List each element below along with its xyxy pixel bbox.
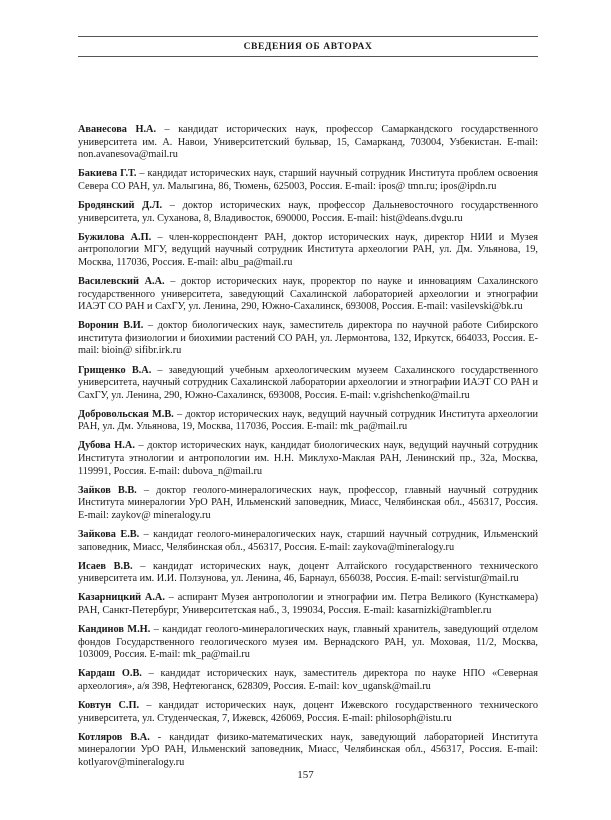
author-details: – доктор исторических наук, профессор Дальневосточного государственного университета, ул. Суханова, 8, Владивосток, 690000, Россия. E-mail: hist@deans.dvgu.ru — [78, 199, 538, 224]
author-entry — [78, 124, 538, 162]
author-name: Ковтун С.П. — [78, 700, 140, 712]
author-details: – доктор исторических наук, проректор по науке и инновациям Сахалинского государственного университета, заведующий Сахалинской лабораторией археологии и этнографии ИАЭТ СО РАН и СахГУ, ул. Ленина, 290, Южно-Сахалинск, 693008, Россия. E-mail: vasilevski@bk.ru — [78, 275, 538, 313]
author-name: Бакиева Г.Т. — [78, 168, 137, 180]
author-details: – аспирант Музея антропологии и этнографии им. Петра Великого (Кунсткамера) РАН, Санкт-Петербург, Университетская наб., 3, 199034, Россия. E-mail: kasarnizki@rambler.ru — [78, 592, 539, 616]
author-details: – кандидат исторических наук, заместитель директора по науке НПО «Северная археология», а/я 398, Нефтеюганск, 628309, Россия. E-mail: kov_ugansk@mail.ru — [78, 668, 538, 692]
author-entry — [78, 732, 538, 770]
author-entry — [78, 529, 538, 554]
author-details: – доктор исторических наук, кандидат биологических наук, ведущий научный сотрудник Института этнологии и антропологии им. Н.Н. Миклухо-Маклая РАН, Ленинский пр., 32а, Москва, 119991, Россия. E-mail: dubova_n@mail.ru — [78, 440, 538, 477]
section-header: СВЕДЕНИЯ ОБ АВТОРАХ — [78, 36, 538, 57]
author-entry — [78, 365, 538, 403]
author-name: Бужилова А.П. — [78, 231, 152, 243]
author-name: Кардаш О.В. — [78, 668, 142, 680]
author-name: Воронин В.И. — [78, 320, 144, 332]
author-entry — [78, 592, 538, 617]
author-details: – доктор геолого-минералогических наук, профессор, главный научный сотрудник Института минералогии УрО РАН, Ильменский заповедник, Миасс, Челябинская обл., 456317, Россия. E-mail: zaykov@ mineralogy.ru — [78, 484, 538, 521]
author-details: – доктор исторических наук, ведущий научный сотрудник Института археологии РАН, ул. Дм. Ульянова, 19, Москва, 117036, Россия. E-mail: mk_pa@mail.ru — [78, 408, 539, 433]
author-name: Добровольская М.В. — [78, 408, 174, 420]
author-entry — [78, 668, 538, 693]
author-entry — [78, 276, 538, 314]
author-name: Исаев В.В. — [78, 560, 133, 572]
author-name: Казарницкий А.А. — [78, 592, 165, 604]
author-details: - кандидат физико-математических наук, заведующий лабораторией Института минералогии УрО РАН, Ильменский заповедник, Миасс, Челябинская обл., 456317, Россия. E-mail: kotlyarov@mineralogy.ru — [78, 731, 538, 768]
author-details: – кандидат геолого-минералогических наук, главный хранитель, заведующий отделом фондов Государственного геологического музея им. Вернадского РАН, ул. Моховая, 11/2, Москва, 103009, Россия. E-mail: mk_pa@mail.ru — [78, 624, 539, 661]
author-name: Василевский А.А. — [78, 275, 165, 287]
author-details: – кандидат исторических наук, старший научный сотрудник Института проблем освоения Севера СО РАН, ул. Малыгина, 86, Тюмень, 625003, Россия. E-mail: ipos@ tmn.ru; ipos@ipdn.ru — [78, 168, 539, 192]
author-details: – член-корреспондент РАН, доктор исторических наук, директор НИИ и Музея антропологии МГУ, ведущий научный сотрудник Института археологии РАН, ул. Дм. Ульянова, 19, Москва, 117036, Россия. E-mail: albu_pa@mail.ru — [78, 231, 538, 268]
author-name: Аванесова Н.А. — [78, 124, 157, 135]
author-details: – кандидат геолого-минералогических наук, старший научный сотрудник, Ильменский заповедник, Миасс, Челябинская обл., 456317, Россия. E-mail: zaykova@mineralogy.ru — [78, 529, 538, 553]
author-details: – кандидат исторических наук, профессор Самаркандского государственного университета им. А. Навои, Университетский бульвар, 15, Самарканд, 703004, Узбекистан. E-mail: non.avanesova@mail.ru — [78, 124, 538, 161]
author-entry — [78, 624, 538, 662]
author-entry — [78, 561, 538, 586]
author-details: – доктор биологических наук, заместитель директора по научной работе Сибирского института физиологии и биохимии растений СО РАН, ул. Лермонтова, 132, Иркутск, 664033, Россия. E-mail: bioin@ sifibr.irk.ru — [78, 320, 538, 357]
page-number: 157 — [297, 769, 314, 781]
author-entry — [78, 232, 538, 270]
author-name: Зайков В.В. — [78, 484, 137, 496]
author-name: Грищенко В.А. — [78, 364, 152, 376]
author-entry — [78, 320, 538, 358]
author-name: Дубова Н.А. — [78, 440, 135, 452]
author-entry — [78, 700, 538, 725]
author-name: Зайкова Е.В. — [78, 529, 140, 541]
author-name: Бродянский Д.Л. — [78, 199, 163, 211]
author-entry — [78, 200, 538, 225]
author-entry — [78, 440, 538, 478]
author-details: – заведующий учебным археологическим музеем Сахалинского государственного университета, научный сотрудник Сахалинской лаборатории археологии и этнографии ИАЭТ СО РАН и СахГУ, ул. Ленина, 290, Южно-Сахалинск, 693008, Россия. E-mail: v.grishchenko@mail.ru — [78, 364, 539, 401]
author-name: Котляров В.А. — [78, 731, 150, 743]
author-entry — [78, 168, 538, 193]
author-list — [78, 124, 538, 776]
author-name: Кандинов М.Н. — [78, 624, 151, 636]
author-entry — [78, 485, 538, 523]
author-entry — [78, 409, 538, 434]
author-details: – кандидат исторических наук, доцент Алтайского государственного технического университета им. И.И. Ползунова, ул. Ленина, 46, Барнаул, 656038, Россия. E-mail: servistur@mail.ru — [78, 560, 538, 585]
author-details: – кандидат исторических наук, доцент Ижевского государственного технического университета, ул. Студенческая, 7, Ижевск, 426069, Россия. E-mail: philosoph@istu.ru — [78, 700, 538, 724]
